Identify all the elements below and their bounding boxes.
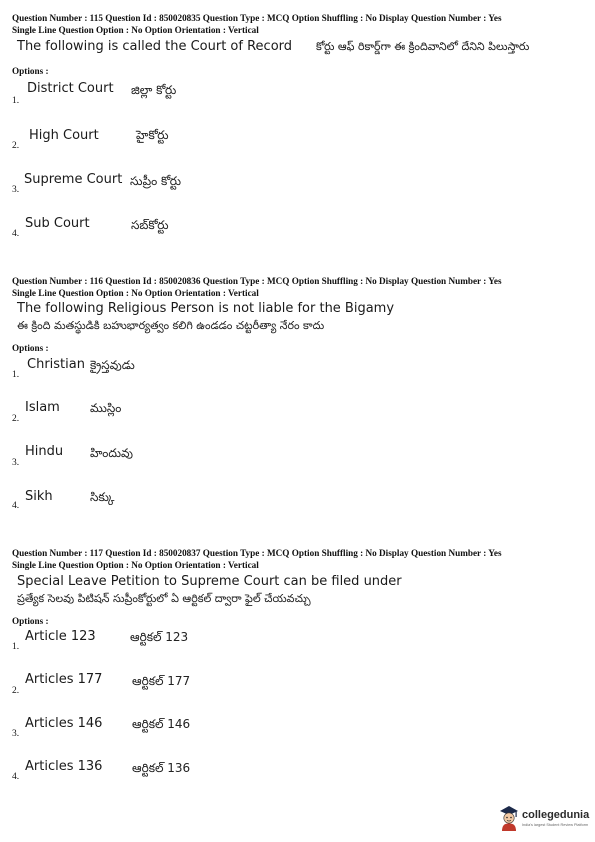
option-text-te: ఆర్టికల్ 123 <box>130 630 189 644</box>
option-text-en: High Court <box>29 128 99 143</box>
question-meta-line: Question Number : 117 Question Id : 850020837 Question Type : MCQ Option Shuffling : No Display Question Number : Yes <box>12 548 502 558</box>
option-number: 4. <box>12 229 20 239</box>
option-text-te: ఆర్టికల్ 146 <box>132 717 191 731</box>
option-text-te: హిందువు <box>90 446 133 460</box>
options-label: Options : <box>12 616 49 626</box>
option-text-en: Articles 146 <box>25 716 103 731</box>
graduate-mascot-icon <box>498 802 520 832</box>
option-text-en: Sikh <box>25 489 53 504</box>
option-text-en: Hindu <box>25 444 64 459</box>
options-label: Options : <box>12 343 49 353</box>
option-text-en: Articles 177 <box>25 672 103 687</box>
question-meta-116 <box>12 276 587 299</box>
option-text-te: హైకోర్టు <box>136 128 169 142</box>
option-text-te: ఆర్టికల్ 177 <box>132 674 191 688</box>
option-text-te: ముస్లిం <box>90 401 122 415</box>
option-number: 1. <box>12 370 20 380</box>
option-number: 2. <box>12 686 20 696</box>
option-number: 3. <box>12 729 20 739</box>
question-meta-line: Single Line Question Option : No Option Orientation : Vertical <box>12 559 259 570</box>
option-text-te: సుప్రీం కోర్టు <box>130 174 182 188</box>
option-number: 1. <box>12 642 20 652</box>
option-text-te: జిల్లా కోర్టు <box>131 83 177 97</box>
option-number: 2. <box>12 141 20 151</box>
option-text-en: Sub Court <box>25 216 90 231</box>
question-meta-line: Question Number : 115 Question Id : 850020835 Question Type : MCQ Option Shuffling : No Display Question Number : Yes <box>12 13 502 23</box>
question-text-en: The following Religious Person is not liable for the Bigamy <box>17 301 395 316</box>
question-text-te: కోర్టు ఆఫ్ రికార్డ్‌గా ఈ క్రిందివానిలో దేనిని పిలుస్తారు <box>316 40 530 53</box>
option-text-te: ఆర్టికల్ 136 <box>132 761 191 775</box>
question-text-en: The following is called the Court of Record <box>17 39 293 54</box>
option-text-en: Article 123 <box>25 629 96 644</box>
option-text-te: క్రైస్తవుడు <box>90 358 135 372</box>
option-number: 4. <box>12 501 20 511</box>
question-text-115 <box>17 39 529 56</box>
option-text-en: Supreme Court <box>24 172 123 187</box>
option-number: 3. <box>12 458 20 468</box>
option-text-en: District Court <box>27 81 114 96</box>
option-number: 4. <box>12 772 20 782</box>
logo-wordmark: collegedunia <box>522 809 590 821</box>
question-text-116 <box>17 301 394 316</box>
question-text-117 <box>17 574 402 589</box>
option-text-en: Articles 136 <box>25 759 103 774</box>
question-meta-115 <box>12 13 587 36</box>
question-meta-line: Single Line Question Option : No Option Orientation : Vertical <box>12 287 259 298</box>
options-label: Options : <box>12 66 49 76</box>
question-text-te: ప్రత్యేక సెలవు పిటిషన్ సుప్రీంకోర్టులో ఏ ఆర్టికల్ ద్వారా ఫైల్ చేయవచ్చు <box>17 592 311 605</box>
option-text-te: సబ్‌కోర్టు <box>131 218 169 232</box>
question-meta-line: Single Line Question Option : No Option Orientation : Vertical <box>12 24 259 35</box>
question-meta-line: Question Number : 116 Question Id : 850020836 Question Type : MCQ Option Shuffling : No Display Question Number : Yes <box>12 276 502 286</box>
question-meta-117 <box>12 548 587 571</box>
option-text-te: సిక్కు <box>90 490 115 504</box>
question-text-te: ఈ క్రింది మతస్థుడికి బహుభార్యత్వం కలిగి ఉండడం చట్టరీత్యా నేరం కాదు <box>17 319 325 332</box>
option-number: 3. <box>12 185 20 195</box>
option-text-en: Christian <box>27 357 85 372</box>
question-text-en: Special Leave Petition to Supreme Court can be filed under <box>17 574 402 589</box>
option-number: 1. <box>12 96 20 106</box>
collegedunia-logo[interactable] <box>498 800 593 836</box>
option-number: 2. <box>12 414 20 424</box>
logo-tagline: India's largest Student Review Platform <box>522 823 589 827</box>
option-text-en: Islam <box>25 400 60 415</box>
